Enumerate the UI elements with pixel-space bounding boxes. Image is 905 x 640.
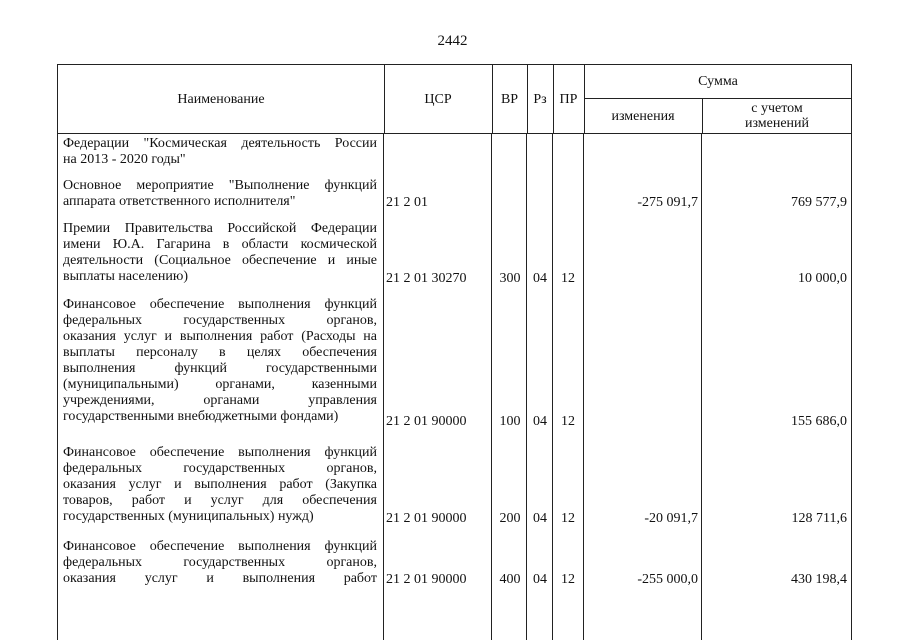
row-total: 155 686,0 bbox=[791, 414, 847, 429]
row-pr: 12 bbox=[561, 271, 575, 286]
row-name: Федерации "Космическая деятельность России на 2013 - 2020 годы" bbox=[63, 136, 377, 167]
row-total: 10 000,0 bbox=[798, 271, 847, 286]
row-pr: 12 bbox=[561, 511, 575, 526]
row-total: 430 198,4 bbox=[791, 572, 847, 587]
table-header bbox=[57, 64, 852, 134]
row-name: Финансовое обеспечение выполнения функций федеральных государственных органов, оказания услуг и выполнения работ (Закупка товаров, работ и услуг для обеспечения государственных (муниципальных) нужд) bbox=[63, 445, 377, 524]
row-pr: 12 bbox=[561, 414, 575, 429]
row-vr: 400 bbox=[499, 572, 521, 587]
page-number: 2442 bbox=[437, 33, 468, 49]
table-body bbox=[57, 134, 852, 640]
header-pr: ПР bbox=[559, 91, 578, 107]
row-name: Основное мероприятие "Выполнение функций аппарата ответственного исполнителя" bbox=[63, 178, 377, 209]
row-vr: 300 bbox=[499, 271, 521, 286]
row-csr: 21 2 01 90000 bbox=[386, 414, 467, 429]
row-csr: 21 2 01 90000 bbox=[386, 572, 467, 587]
row-csr: 21 2 01 30270 bbox=[386, 271, 467, 286]
row-change: -255 000,0 bbox=[637, 572, 698, 587]
row-change: -275 091,7 bbox=[637, 195, 698, 210]
row-rz: 04 bbox=[533, 511, 547, 526]
row-total: 769 577,9 bbox=[791, 195, 847, 210]
header-rz: Рз bbox=[533, 91, 547, 107]
header-name: Наименование bbox=[177, 91, 265, 107]
header-with-change-line2: изменений bbox=[744, 116, 810, 131]
row-name: Финансовое обеспечение выполнения функций федеральных государственных органов, оказания услуг и выполнения работ (Расходы на выплаты персоналу в целях обеспечения выполнения функций государственными (муниципальными) органами, казенными учреждениями, органами управления государственными внебюджетными фондами) bbox=[63, 297, 377, 424]
row-change: -20 091,7 bbox=[644, 511, 698, 526]
row-rz: 04 bbox=[533, 414, 547, 429]
header-with-change bbox=[702, 99, 852, 133]
row-total: 128 711,6 bbox=[791, 511, 847, 526]
row-csr: 21 2 01 90000 bbox=[386, 511, 467, 526]
row-name: Премии Правительства Российской Федерации имени Ю.А. Гагарина в области космической деятельности (Социальное обеспечение и иные выплаты населению) bbox=[63, 221, 377, 284]
row-rz: 04 bbox=[533, 572, 547, 587]
row-vr: 100 bbox=[499, 414, 521, 429]
row-name: Финансовое обеспечение выполнения функций федеральных государственных органов, оказания услуг и выполнения работ bbox=[63, 539, 377, 586]
row-csr: 21 2 01 bbox=[386, 195, 428, 210]
header-with-change-line1: с учетом bbox=[751, 101, 803, 116]
header-csr: ЦСР bbox=[424, 91, 452, 107]
row-rz: 04 bbox=[533, 271, 547, 286]
row-vr: 200 bbox=[499, 511, 521, 526]
header-change: изменения bbox=[611, 108, 675, 124]
header-vr: ВР bbox=[500, 91, 519, 107]
row-pr: 12 bbox=[561, 572, 575, 587]
header-sum: Сумма bbox=[698, 74, 738, 89]
